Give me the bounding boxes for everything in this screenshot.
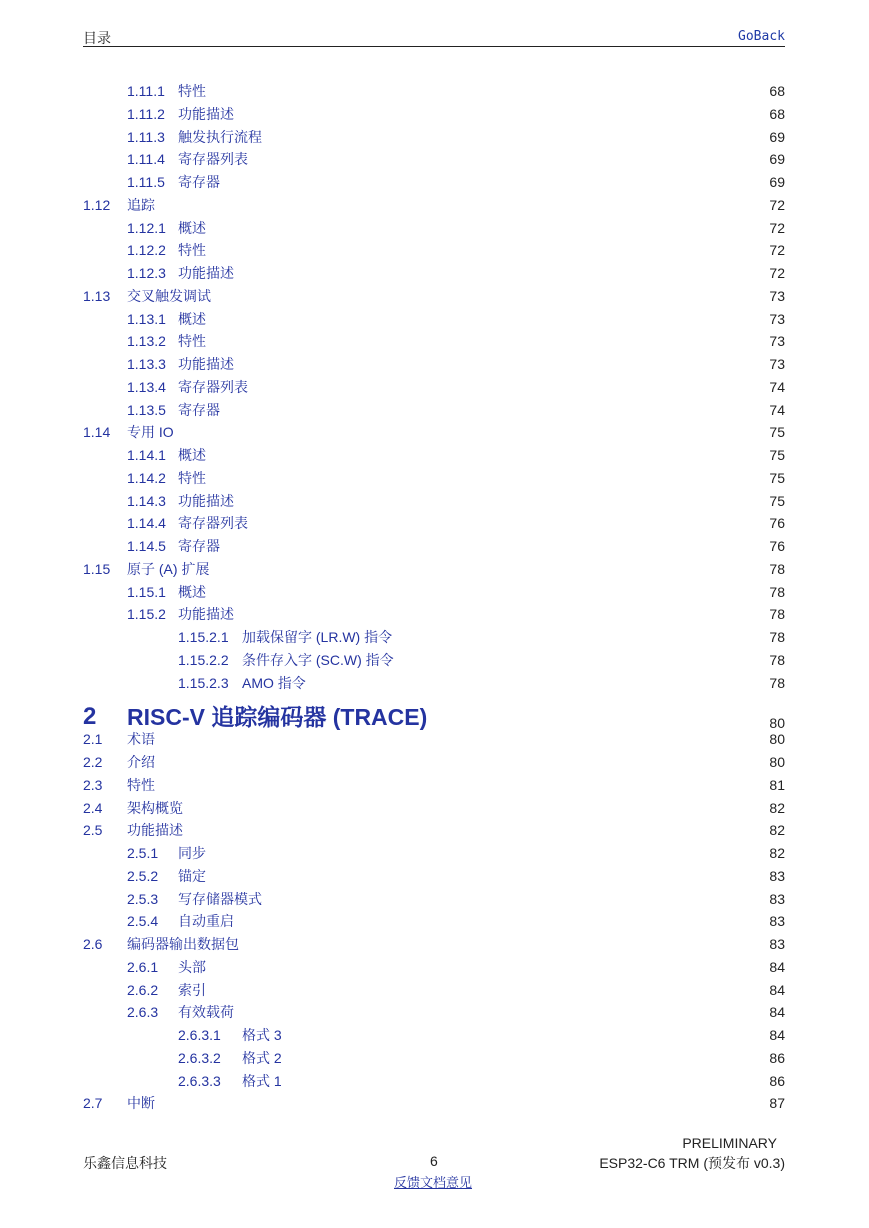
page-number: 6 [430,1153,438,1169]
toc-entry-number: 1.13.4 [127,378,166,395]
toc-entry-title[interactable]: 功能描述 [178,356,234,372]
toc-entry-number: 1.15.2.2 [178,651,229,668]
toc-entry-page[interactable]: 73 [769,333,785,350]
toc-entry-page[interactable]: 69 [769,174,785,190]
toc-entry[interactable] [83,126,785,148]
toc-entry-number: 1.11.5 [127,174,165,190]
company-name: 乐鑫信息科技 [83,1155,167,1171]
toc-entry-page[interactable]: 86 [769,1049,785,1066]
toc-entry-number: 1.11.4 [127,151,165,168]
toc-entry-number: 2.5 [83,822,103,839]
toc-entry-number: 1.15.2 [127,606,166,623]
toc-entry-number: 1.11.3 [127,128,165,145]
toc-entry-number: 2.5.4 [127,913,159,930]
goback-link[interactable]: GoBack [738,29,785,44]
toc-entry-number: 1.13.2 [127,333,166,350]
toc-entry[interactable] [83,842,785,864]
toc-entry-page[interactable]: 84 [769,1027,785,1043]
toc-entry-title[interactable]: 寄存器 [178,401,220,418]
toc-entry-title[interactable]: 特性 [178,242,206,259]
toc-entry-page[interactable]: 68 [769,83,785,99]
toc-entry[interactable] [83,535,785,557]
toc-entry-page[interactable]: 75 [769,492,785,509]
toc-entry-page[interactable]: 87 [769,1095,785,1112]
page-header [83,27,785,47]
toc-entry-page[interactable]: 86 [769,1072,785,1089]
toc-entry-title[interactable]: 寄存器 [178,538,220,554]
toc-entry-number: 2.4 [83,799,103,816]
toc-entry-page[interactable]: 81 [769,776,785,793]
toc-entry-number: 2.3 [83,776,103,793]
toc-entry-page[interactable]: 75 [769,469,785,486]
toc-entry-page[interactable]: 75 [769,424,785,441]
toc-entry-number: 1.11.2 [127,105,165,122]
toc-entry-page[interactable]: 80 [769,731,785,748]
toc-entry-page[interactable]: 74 [769,378,785,395]
toc-entry-page[interactable]: 80 [769,754,785,770]
toc-entry-page[interactable]: 74 [769,401,785,418]
toc-entry[interactable] [83,1092,785,1114]
toc-entry-page[interactable]: 78 [769,651,785,668]
toc-entry[interactable] [83,728,785,750]
toc-entry-title[interactable]: 特性 [178,83,206,99]
toc-entry-title[interactable]: 概述 [178,310,206,327]
toc-entry-title[interactable]: 功能描述 [178,105,234,122]
toc-entry-page[interactable]: 78 [769,674,785,691]
toc-entry-title[interactable]: 条件存入字 (SC.W) 指令 [242,651,394,668]
toc-entry[interactable] [83,865,785,887]
toc-entry-title[interactable]: RISC-V 追踪编码器 (TRACE) [127,704,428,731]
toc-entry-number: 1.15.1 [127,583,166,600]
preliminary-label: PRELIMINARY [682,1135,777,1151]
toc-entry-page[interactable]: 72 [769,265,785,281]
document-title: ESP32-C6 TRM (预发布 v0.3) [599,1155,785,1171]
toc-entry-number: 1.12.3 [127,265,166,281]
toc-entry-page[interactable]: 78 [769,629,785,645]
toc-entry-title[interactable]: 架构概览 [127,799,183,816]
toc-entry[interactable] [83,421,785,443]
toc-entry[interactable] [83,148,785,170]
toc-entry[interactable] [83,512,785,534]
toc-entry-number: 2.6.3.1 [178,1027,221,1043]
toc-entry[interactable] [83,399,785,421]
toc-entry-page[interactable]: 83 [769,913,785,930]
toc-entry[interactable] [83,819,785,841]
toc-entry[interactable] [83,1001,785,1023]
toc-entry-title[interactable]: 索引 [178,981,206,998]
toc-entry-title[interactable]: 交叉触发调试 [127,287,211,304]
toc-entry-number: 1.14.4 [127,515,166,532]
toc-entry[interactable] [83,467,785,489]
toc-entry-title[interactable]: 追踪 [127,196,155,213]
toc-entry-title[interactable]: 寄存器列表 [178,378,248,395]
toc-entry-title[interactable]: 特性 [178,469,206,486]
toc-entry-page[interactable]: 84 [769,958,785,975]
toc-entry-title[interactable]: 头部 [178,958,206,975]
toc-entry-title[interactable]: 概述 [178,219,206,236]
toc-entry[interactable] [83,330,785,352]
toc-entry[interactable] [83,933,785,955]
toc-entry[interactable] [83,376,785,398]
toc-entry-number: 1.12.1 [127,219,166,236]
toc-entry-title[interactable]: 寄存器列表 [178,515,248,532]
toc-entry-page[interactable]: 84 [769,1004,785,1021]
toc-entry-number: 2.6.2 [127,981,159,998]
toc-entry-page[interactable]: 76 [769,515,785,532]
toc-entry-page[interactable]: 73 [769,310,785,327]
toc-entry-number: 1.14 [83,424,111,441]
toc-entry-page[interactable]: 83 [769,867,785,884]
toc-entry[interactable] [83,217,785,239]
toc-entry-title[interactable]: AMO 指令 [242,674,306,691]
toc-entry-title[interactable]: 触发执行流程 [178,128,262,145]
toc-entry-number: 2.6.3.2 [178,1049,221,1066]
toc-entry-page[interactable]: 73 [769,356,785,372]
toc-entry-number: 1.12.2 [127,242,166,259]
toc-entry[interactable] [83,308,785,330]
toc-entry-page[interactable]: 80 [769,715,785,732]
toc-entry[interactable] [83,80,785,102]
toc-entry-title[interactable]: 专用 IO [127,424,174,441]
toc-entry-number: 1.15.2.1 [178,629,229,645]
toc-entry-page[interactable]: 78 [769,606,785,623]
toc-entry[interactable] [83,649,785,671]
toc-entry-title[interactable]: 格式 3 [242,1027,282,1043]
toc-entry[interactable] [83,603,785,625]
toc-entry-number: 1.13 [83,287,111,304]
toc-entry[interactable] [83,1070,785,1092]
toc-entry[interactable] [83,239,785,261]
toc-entry-page[interactable]: 76 [769,538,785,554]
feedback-link[interactable]: 反馈文档意见 [394,1175,473,1190]
toc-entry-number: 2.6.1 [127,958,159,975]
toc-entry-title[interactable]: 功能描述 [127,822,183,839]
toc-entry-title[interactable]: 功能描述 [178,492,234,509]
toc-entry-number: 1.14.3 [127,492,166,509]
toc-entry-title[interactable]: 格式 2 [242,1049,282,1066]
header-section-title: 目录 [83,30,111,46]
toc-entry-title[interactable]: 格式 1 [242,1072,282,1089]
toc-entry-title[interactable]: 特性 [127,776,155,793]
toc-entry-page[interactable]: 75 [769,447,785,463]
toc-entry-number: 1.15 [83,560,111,577]
toc-entry-title[interactable]: 术语 [127,731,155,748]
toc-entry-number: 2.6.3.3 [178,1072,221,1089]
toc-entry-title[interactable]: 中断 [127,1095,155,1112]
toc-entry[interactable] [83,626,785,648]
toc-entry[interactable] [83,797,785,819]
toc-entry[interactable] [83,285,785,307]
toc-entry-page[interactable]: 82 [769,799,785,816]
toc-entry[interactable] [83,910,785,932]
toc-entry[interactable] [83,353,785,375]
toc-entry-title[interactable]: 寄存器列表 [178,151,248,168]
toc-entry-page[interactable]: 68 [769,105,785,122]
toc-entry-title[interactable]: 自动重启 [178,913,234,930]
toc-entry-number: 1.14.5 [127,538,166,554]
toc-entry-number: 1.13.1 [127,310,166,327]
toc-entry-title[interactable]: 锚定 [178,867,206,884]
toc-entry-page[interactable]: 69 [769,151,785,168]
toc-entry-number: 2.5.1 [127,845,159,861]
toc-entry-title[interactable]: 有效载荷 [178,1004,234,1021]
toc-entry[interactable] [83,979,785,1001]
toc-entry[interactable] [83,774,785,796]
toc-entry-title[interactable]: 概述 [178,447,206,463]
toc-entry-title[interactable]: 写存储器模式 [178,890,262,907]
toc-entry-page[interactable]: 73 [769,287,785,304]
toc-entry-number: 1.13.5 [127,401,166,418]
toc-entry-title[interactable]: 寄存器 [178,174,220,190]
toc-entry-number: 2.2 [83,754,103,770]
toc-entry[interactable] [83,581,785,603]
toc-entry-title[interactable]: 功能描述 [178,265,234,281]
toc-entry-number: 2.6 [83,936,103,952]
toc-entry-number: 2 [83,703,97,731]
toc-entry[interactable] [83,1024,785,1046]
toc-entry[interactable] [83,194,785,216]
toc-entry-title[interactable]: 同步 [178,845,206,861]
toc-entry-number: 1.11.1 [127,83,165,99]
toc-entry-number: 1.14.1 [127,447,166,463]
toc-entry-title[interactable]: 原子 (A) 扩展 [127,560,210,577]
toc-entry-page[interactable]: 78 [769,560,785,577]
toc-entry-page[interactable]: 72 [769,196,785,213]
toc-entry-number: 2.5.2 [127,867,159,884]
toc-entry-number: 1.12 [83,196,111,213]
toc-entry-title[interactable]: 介绍 [127,754,155,770]
toc-entry[interactable] [83,558,785,580]
toc-entry[interactable] [83,444,785,466]
toc-entry-page[interactable]: 82 [769,845,785,861]
toc-entry-page[interactable]: 83 [769,890,785,907]
toc-entry-page[interactable]: 78 [769,583,785,600]
toc-entry-title[interactable]: 特性 [178,333,206,350]
toc-entry-number: 2.7 [83,1095,103,1112]
toc-entry-title[interactable]: 功能描述 [178,606,234,623]
toc-entry[interactable] [83,1047,785,1069]
toc-entry-number: 1.13.3 [127,356,166,372]
toc-entry-number: 2.5.3 [127,890,159,907]
toc-entry-page[interactable]: 69 [769,128,785,145]
toc-entry[interactable] [83,262,785,284]
toc-entry-number: 2.6.3 [127,1004,159,1021]
toc-entry-page[interactable]: 83 [769,936,785,952]
toc-entry[interactable] [83,171,785,193]
toc-entry[interactable] [83,888,785,910]
toc-entry-number: 1.14.2 [127,469,166,486]
toc-entry-page[interactable]: 72 [769,242,785,259]
toc-entry[interactable] [83,956,785,978]
toc-entry[interactable] [83,672,785,694]
toc-entry-number: 1.15.2.3 [178,674,229,691]
toc-entry-page[interactable]: 72 [769,219,785,236]
toc-entry-title[interactable]: 概述 [178,583,206,600]
toc-entry[interactable] [83,103,785,125]
toc-entry-title[interactable]: 加载保留字 (LR.W) 指令 [242,629,393,645]
toc-entry[interactable] [83,751,785,773]
toc-entry-page[interactable]: 82 [769,822,785,839]
toc-entry[interactable] [83,490,785,512]
toc-entry-title[interactable]: 编码器输出数据包 [127,936,239,952]
toc-entry-number: 2.1 [83,731,103,748]
toc-entry-page[interactable]: 84 [769,981,785,998]
